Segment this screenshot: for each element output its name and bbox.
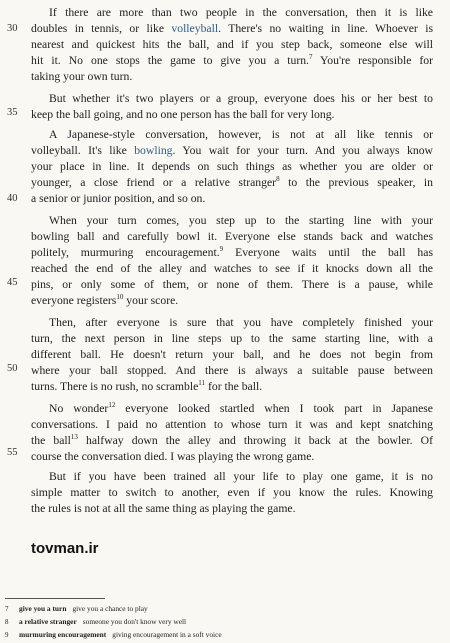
footnote	[5, 630, 222, 640]
text-line: politely, murmuring encouragement.$^9$ Everyone waits until the ball has	[31, 245, 434, 260]
footnote-marker: 9	[219, 245, 224, 254]
line-number-55: 55	[7, 447, 18, 458]
text-line: where your ball stopped. And there is always a suitable pause between	[31, 364, 433, 378]
text-line: conversations. I paid no attention to whose turn it was and kept snatching	[31, 418, 433, 432]
text-line: simple matter to switch to another, even if you know the rules. Knowing	[31, 486, 433, 500]
footnote	[5, 617, 186, 627]
footnote-divider	[5, 598, 105, 599]
text-line: bowling ball and carefully bowl it. Everyone else stands back and watches	[31, 230, 433, 244]
footnote-marker: 10	[116, 293, 124, 302]
text-line: your place in line. It depends on such things as whether you are older or	[31, 160, 433, 174]
text-line: But if you have been trained all your life to play one game, it is no	[49, 470, 433, 483]
text-line: everyone registers$^{10}$ your score.	[31, 293, 179, 308]
line-number-45: 45	[7, 277, 18, 288]
footnote-definition: giving encouragement in a soft voice	[112, 630, 222, 639]
line-number-30: 30	[7, 23, 18, 34]
text-line: A Japanese-style conversation, however, is not at all like tennis or	[49, 128, 433, 141]
text-line: reached the end of the alley and watches to see if it knocks down all the	[31, 262, 433, 276]
line-number-40: 40	[7, 193, 18, 204]
highlighted-term: bowling	[134, 144, 173, 158]
text-line: younger, a close friend or a relative stranger$^8$ to the previous speaker, in	[31, 175, 434, 190]
footnote-term: murmuring encouragement	[19, 630, 107, 639]
footnote-number: 9	[5, 631, 9, 639]
text-line: doubles in tennis, or like volleyball. There's no waiting in line. Whoever is	[31, 22, 433, 36]
text-line: When your turn comes, you step up to the starting line with your	[49, 214, 433, 227]
site-watermark: tovman.ir	[31, 540, 99, 557]
text-line: No wonder$^{12}$ everyone looked startled when I took part in Japanese	[49, 401, 433, 415]
footnote-marker: 11	[198, 379, 206, 388]
footnote-marker: 13	[70, 433, 78, 442]
footnote-term: give you a turn	[19, 604, 67, 613]
text-line: turns. There is no rush, no scramble$^{11}$ for the ball.	[31, 379, 263, 394]
paragraph	[31, 127, 433, 207]
text-line: If there are more than two people in the conversation, then it is like	[49, 6, 433, 19]
footnote-term: a relative stranger	[19, 617, 77, 626]
footnote-marker: 8	[276, 175, 280, 184]
text-line: But whether it's two players or a group, everyone does his or her best to	[49, 92, 433, 105]
text-line: taking your own turn.	[31, 70, 133, 84]
paragraph	[31, 213, 433, 310]
footnote-definition: give you a chance to play	[72, 604, 148, 613]
footnote-marker: 7	[308, 53, 313, 62]
footnote	[5, 604, 148, 614]
footnote-number: 8	[5, 618, 9, 626]
text-line: turn, the next person in line steps up to the same starting line, with a	[31, 332, 433, 346]
footnote-definition: someone you don't know very well	[82, 617, 187, 626]
paragraph	[31, 5, 433, 85]
text-line: course the conversation died. I was playing the wrong game.	[31, 450, 315, 464]
text-line: pins, or only some of them, or none of them. There is a pause, while	[31, 278, 433, 292]
text-line: the rules is not at all the same thing as playing the game.	[31, 502, 296, 516]
paragraph	[31, 315, 433, 395]
paragraph	[31, 91, 433, 123]
text-line: hit it. No one stops the game to give you a turn.$^7$ You're responsible for	[31, 53, 433, 68]
footnote-number: 7	[5, 605, 9, 613]
text-line: volleyball. It's like bowling. You wait for your turn. And you always know	[31, 144, 433, 158]
line-number-35: 35	[7, 107, 18, 118]
footnote-marker: 12	[108, 401, 116, 410]
text-line: a senior or junior position, and so on.	[31, 192, 206, 206]
text-line: Then, after everyone is sure that you have completely finished your	[49, 316, 433, 329]
text-line: the ball$^{13}$ halfway down the alley and throwing it back at the bowler. Of	[31, 433, 434, 448]
text-line: nearest and quickest hits the ball, and if you step back, someone else will	[31, 38, 433, 52]
highlighted-term: volleyball	[171, 22, 219, 36]
text-line: keep the ball going, and no one person has the ball for very long.	[31, 108, 335, 122]
paragraph	[31, 401, 433, 465]
text-line: different ball. He doesn't return your ball, and he does not begin from	[31, 348, 433, 362]
paragraph	[31, 469, 433, 517]
line-number-50: 50	[7, 363, 18, 374]
